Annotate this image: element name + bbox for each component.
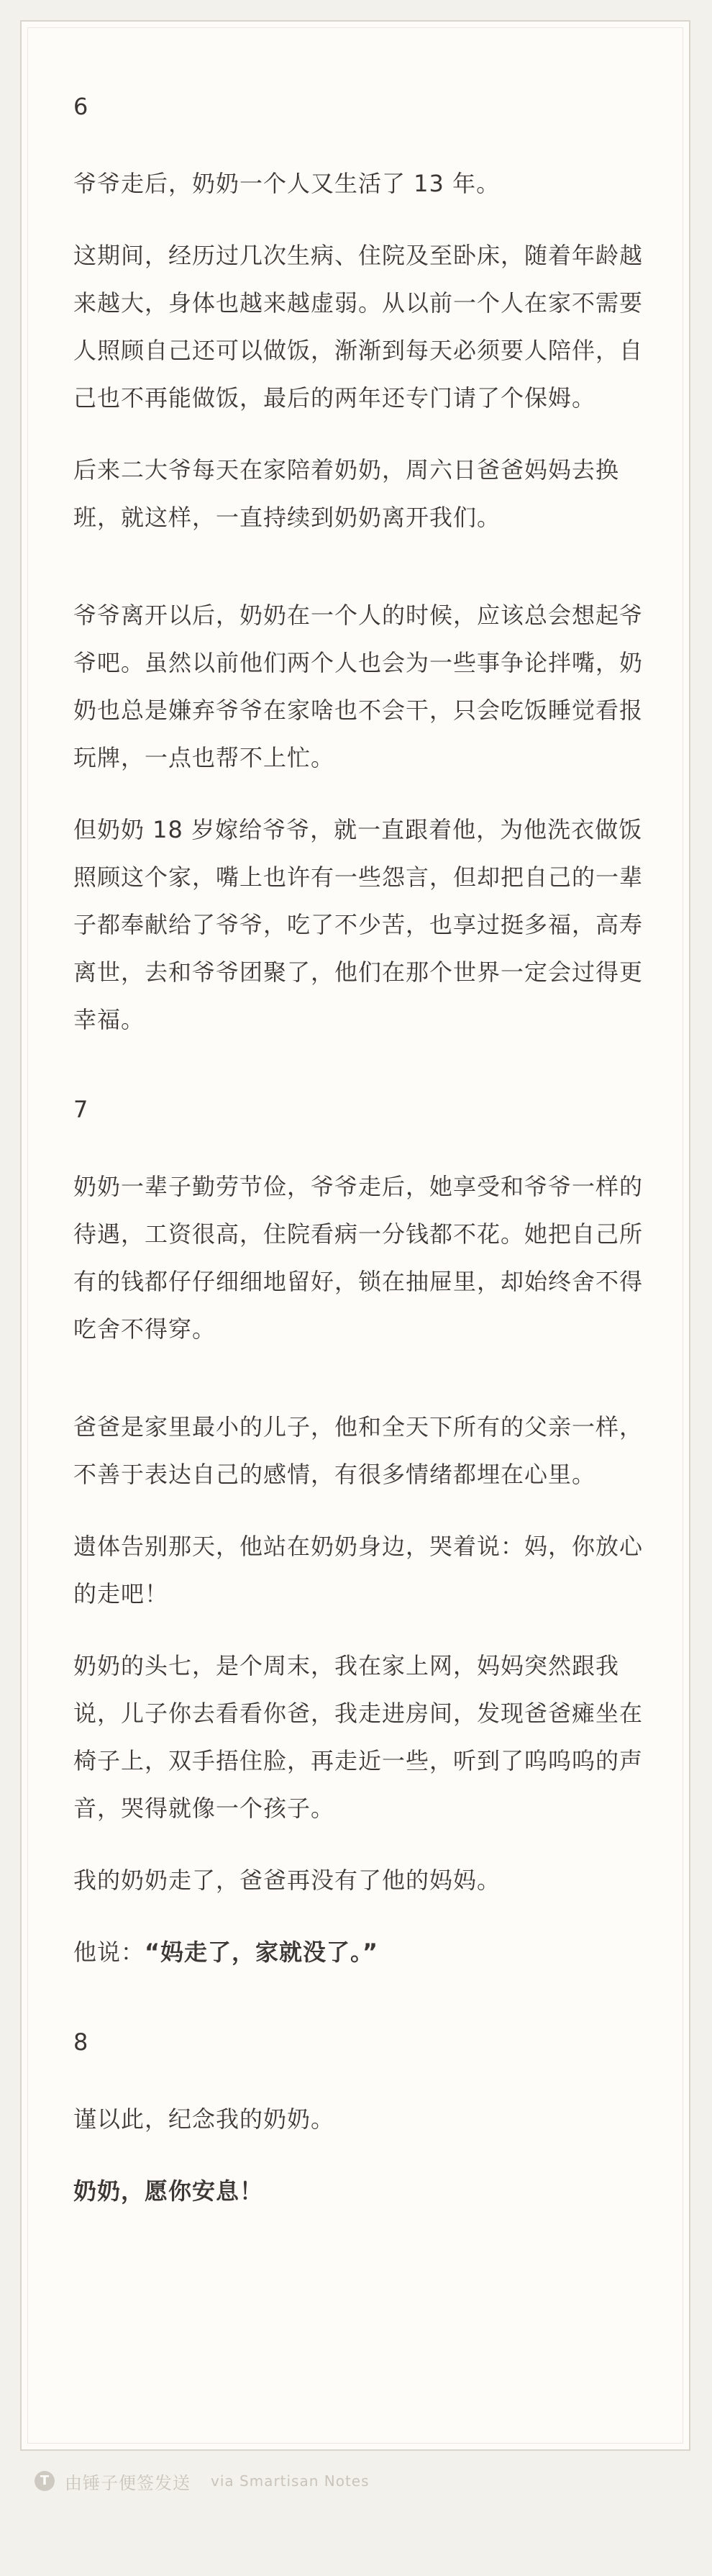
paragraph: 后来二大爷每天在家陪着奶奶，周六日爸爸妈妈去换班，就这样，一直持续到奶奶离开我们。 [73,456,620,531]
paragraph: 爸爸是家里最小的儿子，他和全天下所有的父亲一样，不善于表达自己的感情，有很多情绪都埋在心里。 [73,1413,644,1488]
closing-line: 奶奶，愿你安息！ [73,2177,264,2205]
paragraph: 奶奶的头七，是个周末，我在家上网，妈妈突然跟我说，儿子你去看看你爸，我走进房间，发现爸爸瘫坐在椅子上，双手捂住脸，再走近一些，听到了呜呜呜的声音，哭得就像一个孩子。 [73,1652,644,1822]
paragraph: 爷爷走后，奶奶一个人又生活了 13 年。 [73,170,501,197]
paragraph: 奶奶一辈子勤劳节俭，爷爷走后，她享受和爷爷一样的待遇，工资很高，住院看病一分钱都不花。她把自己所有的钱都仔仔细细地留好，锁在抽屉里，却始终舍不得吃舍不得穿。 [73,1173,644,1343]
quote-paragraph [73,1928,649,1976]
note-footer [35,2467,370,2495]
paragraph: 我的奶奶走了，爸爸再没有了他的妈妈。 [73,1867,501,1894]
footer-text: 由锤子便签发送 [65,2472,191,2493]
quote-prefix: 他说： [73,1938,145,1966]
section-number: 6 [73,93,88,120]
paragraph: 谨以此，纪念我的奶奶。 [73,2105,335,2133]
note-content [73,91,649,2239]
paragraph: 这期间，经历过几次生病、住院及至卧床，随着年龄越来越大，身体也越来越虚弱。从以前一个人在家不需要人照顾自己还可以做饭，渐渐到每天必须要人陪伴，自己也不再能做饭，最后的两年还专门请了个保姆。 [73,242,644,412]
paragraph: 爷爷离开以后，奶奶在一个人的时候，应该总会想起爷爷吧。虽然以前他们两个人也会为一些事争论拌嘴，奶奶也总是嫌弃爷爷在家啥也不会干，只会吃饭睡觉看报玩牌，一点也帮不上忙。 [73,602,644,771]
paragraph: 遗体告别那天，他站在奶奶身边，哭着说：妈，你放心的走吧！ [73,1533,644,1607]
paragraph: 但奶奶 18 岁嫁给爷爷，就一直跟着他，为他洗衣做饭照顾这个家，嘴上也许有一些怨言，但却把自己的一辈子都奉献给了爷爷，吃了不少苦，也享过挺多福，高寿离世，去和爷爷团聚了，他们在那个世界一定会过得更幸福。 [73,816,644,1033]
smartisan-logo-icon: T [35,2471,55,2491]
note-paper [20,20,690,2451]
footer-via: via Smartisan Notes [211,2472,370,2490]
section-number: 7 [73,1096,88,1123]
quote-text: “妈走了，家就没了。” [145,1938,379,1966]
section-number: 8 [73,2028,88,2056]
